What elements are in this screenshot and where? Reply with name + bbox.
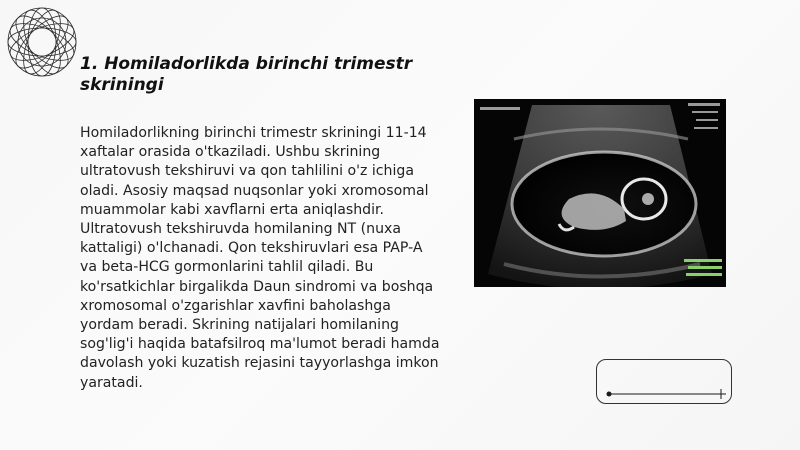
- slide-title: 1. Homiladorlikda birinchi trimestr skriningi: [80, 54, 413, 95]
- slide-body-text: Homiladorlikning birinchi trimestr skriningi 11-14 xaftalar orasida o'tkaziladi. Ushbu skrining ultratovush tekshiruvi va qon tahlilini o'z ichiga oladi. Asosiy maqsad nuqsonlar yoki xromosomal muammolar kabi xavflarni erta aniqlashdir. Ultratovush tekshiruvda homilaning NT (nuxa kattaligi) o'lchanadi. Qon tekshiruvlari esa PAP-A va beta-HCG gormonlarini tahlil qiladi. Bu ko'rsatkichlar birgalikda Daun sindromi va boshqa xromosomal o'zgarishlar xavfini baholashga yordam beradi. Skrining natijalari homilaning sog'lig'i haqida batafsilroq ma'lumot beradi hamda davolash yoki kuzatish rejasini tayyorlashga imkon yaratadi.: [80, 125, 440, 391]
- ultrasound-scan-image: [474, 99, 726, 287]
- line-with-endpoints-icon: [596, 359, 732, 404]
- circle-pattern-icon: [4, 4, 80, 80]
